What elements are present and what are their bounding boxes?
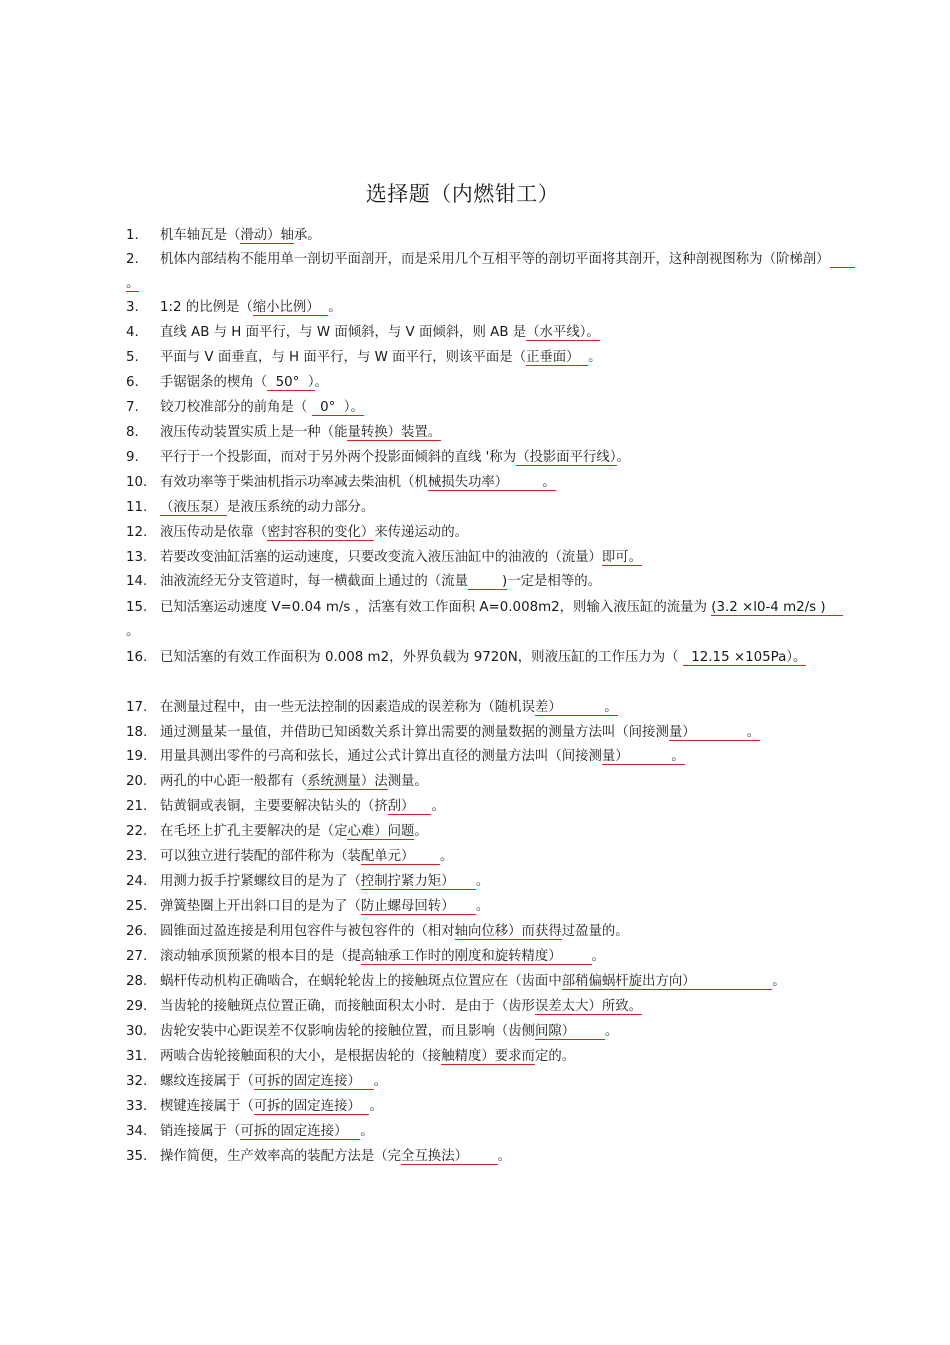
question-text: 在测量过程中，由一些无法控制的因素造成的误差称为（随机误 — [160, 700, 535, 715]
question-text-end: 。 — [588, 350, 602, 365]
answer-underline: 间隙） — [534, 1024, 605, 1039]
question-item — [126, 471, 841, 495]
question-number: 34. — [126, 1124, 148, 1139]
question-text: 用测力扳手拧紧螺纹目的是为了（ — [160, 874, 361, 889]
question-text-end: 。 — [772, 974, 786, 989]
question-item — [126, 371, 841, 395]
question-item — [126, 248, 856, 296]
question-text-end: 。 — [475, 899, 490, 914]
question-text: 液压传动装置实质上是一种（能 — [160, 425, 348, 440]
question-text-end: 。 — [616, 450, 630, 465]
question-item — [126, 770, 841, 794]
question-number: 32. — [126, 1074, 148, 1089]
answer-underline: 部稍偏蜗杆旋出方向） — [561, 974, 773, 989]
question-text: 手锯锯条的楔角（ — [160, 375, 268, 390]
question-text: 圆锥面过盈连接是利用包容件与被包容件的（相对 — [160, 924, 455, 939]
question-number: 18. — [126, 725, 148, 740]
question-text: 1:2 的比例是（ — [160, 300, 253, 315]
answer-underline: 刮） — [387, 799, 432, 814]
question-text-end: 。 — [591, 949, 605, 964]
question-item — [126, 696, 841, 720]
answer-underline: 滑动）轴 — [240, 228, 294, 243]
answer-underline: 量） 。 — [601, 749, 685, 764]
answer-underline: 械损失功率） 。 — [427, 475, 556, 490]
question-number: 35. — [126, 1149, 148, 1164]
question-number: 10. — [126, 475, 148, 490]
question-text: 直线 AB 与 H 面平行，与 W 面倾斜，与 V 面倾斜，则 AB 是 — [160, 325, 527, 340]
question-item — [126, 421, 841, 445]
question-text: 通过测量某一量值，并借助已知函数关系计算出需要的测量数据的测量方法叫（间接测 — [160, 725, 669, 740]
question-item — [126, 795, 841, 819]
answer-underline: （液压泵） — [160, 500, 227, 515]
question-number: 6. — [126, 375, 139, 390]
answer-underline: 触精度）要求而 — [441, 1049, 535, 1064]
question-item — [126, 970, 841, 994]
question-number: 9. — [126, 450, 139, 465]
question-number: 8. — [126, 425, 139, 440]
answer-underline: 防止螺母回转） — [360, 899, 476, 914]
answer-underline: 缩小比例） — [252, 300, 329, 315]
question-item — [126, 596, 841, 644]
question-text: 两孔的中心距一般都有（ — [160, 774, 308, 789]
question-item — [126, 820, 841, 844]
question-item — [126, 1020, 841, 1044]
question-text-end: 定的。 — [534, 1049, 576, 1064]
question-item — [126, 721, 841, 745]
question-text: 销连接属于（ — [160, 1124, 241, 1139]
question-number: 30. — [126, 1024, 148, 1039]
question-text: 有效功率等于柴油机指示功率减去柴油机（机 — [160, 475, 428, 490]
question-text: 齿轮安装中心距误差不仅影响齿轮的接触位置，而且影响（齿侧 — [160, 1024, 535, 1039]
question-text: 机车轴瓦是（ — [160, 228, 241, 243]
question-number: 16. — [126, 650, 148, 665]
question-item — [126, 396, 841, 420]
question-text-end: 。 — [126, 624, 140, 639]
answer-underline: 高轴承工作时的刚度和旋转精度） — [360, 949, 592, 964]
answer-underline: 可拆的固定连接） — [253, 1099, 370, 1114]
question-text: 操作简便，生产效率高的装配方法是（完 — [160, 1149, 402, 1164]
question-number: 17. — [126, 700, 148, 715]
answer-underline: （投影面平行线） — [516, 450, 617, 465]
question-item — [126, 296, 841, 320]
question-text-end: 承。 — [293, 228, 321, 243]
question-text-end: 。 — [314, 375, 328, 390]
question-number: 24. — [126, 874, 148, 889]
question-text: 当齿轮的接触斑点位置正确，而接触面积太小时．是由于（齿形 — [160, 999, 535, 1014]
answer-underline: ) — [467, 574, 508, 589]
answer-underline: 系统测量）法 — [307, 774, 388, 789]
question-text-end: 。 — [328, 300, 342, 315]
question-number: 27. — [126, 949, 148, 964]
question-number: 28. — [126, 974, 148, 989]
question-item — [126, 945, 841, 969]
question-number: 3. — [126, 300, 139, 315]
answer-underline: 控制拧紧力矩） — [360, 874, 476, 889]
question-number: 29. — [126, 999, 148, 1014]
question-text: 已知活塞运动速度 V=0.04 m/s ，活塞有效工作面积 A=0.008m2，则输入液压缸的流量为 — [160, 600, 712, 615]
question-text: 在毛坯上扩孔主要解决的是（定 — [160, 824, 348, 839]
answer-underline: 12.15 ×105Pa）。 — [682, 650, 807, 665]
question-number: 23. — [126, 849, 148, 864]
question-text-end: 。 — [475, 874, 490, 889]
question-text-end: 过盈量的。 — [561, 924, 629, 939]
question-text: 油液流经无分支管道时，每一横截面上通过的（流量 — [160, 574, 468, 589]
question-number: 21. — [126, 799, 148, 814]
question-number: 20. — [126, 774, 148, 789]
question-number: 15. — [126, 600, 148, 615]
question-number: 14. — [126, 574, 148, 589]
answer-underline: 全互换法） — [401, 1149, 498, 1164]
question-text-end: 。 — [369, 1099, 383, 1114]
question-item — [126, 521, 841, 545]
question-text: 机体内部结构不能用单一剖切平面剖开，而是采用几个互相平等的剖切平面将其剖开，这种剖视图称为（阶梯剖） — [160, 252, 830, 267]
question-text-end: 。 — [497, 1149, 512, 1164]
answer-underline: 量） 。 — [668, 725, 761, 740]
question-item — [126, 346, 841, 370]
question-text: 弹簧垫圈上开出斜口目的是为了（ — [160, 899, 361, 914]
question-number: 12. — [126, 525, 148, 540]
question-text-end: 是液压系统的动力部分。 — [226, 500, 375, 515]
question-item — [126, 224, 841, 248]
question-number: 1. — [126, 228, 139, 243]
question-number: 5. — [126, 350, 139, 365]
question-text: 平行于一个投影面，而对于另外两个投影面倾斜的直线 '称为 — [160, 450, 517, 465]
answer-underline: （水平线）。 — [526, 325, 600, 340]
question-text-end: 。 — [360, 1124, 374, 1139]
question-number: 33. — [126, 1099, 148, 1114]
question-number: 11. — [126, 500, 148, 515]
answer-underline: 密封容积的变化） — [267, 525, 375, 540]
question-item — [126, 1045, 841, 1069]
answer-underline: 量转换）装置。 — [347, 425, 442, 440]
question-number: 31. — [126, 1049, 148, 1064]
question-text-end: 测量。 — [387, 774, 428, 789]
question-text: 楔键连接属于（ — [160, 1099, 254, 1114]
question-text-end: 。 — [439, 849, 454, 864]
question-item — [126, 870, 841, 894]
question-text: 用量具测出零件的弓高和弦长，通过公式计算出直径的测量方法叫（间接测 — [160, 749, 602, 764]
question-item — [126, 321, 841, 345]
question-text: 两啮合齿轮接触面积的大小，是根据齿轮的（接 — [160, 1049, 442, 1064]
question-item — [126, 845, 841, 869]
question-number: 13. — [126, 550, 148, 565]
question-text: 铰刀校准部分的前角是（ — [160, 400, 312, 415]
answer-underline: 配单元） — [360, 849, 440, 864]
question-number: 22. — [126, 824, 148, 839]
question-number: 26. — [126, 924, 148, 939]
answer-underline: 50° ） — [267, 375, 315, 390]
question-text-end: 。 — [414, 824, 428, 839]
question-text: 钻黄铜或表铜，主要要解决钻头的（挤 — [160, 799, 388, 814]
question-item — [126, 546, 841, 570]
question-text-end: 来传递运动的。 — [374, 525, 468, 540]
question-text-end: 。 — [604, 1024, 619, 1039]
question-number: 7. — [126, 400, 139, 415]
page-title: 选择题（内燃钳工） — [365, 182, 560, 206]
question-text: 平面与 V 面垂直，与 H 面平行，与 W 面平行，则该平面是（ — [160, 350, 526, 365]
question-item — [126, 646, 841, 670]
question-item — [126, 496, 841, 520]
question-text: 可以独立进行装配的部件称为（装 — [160, 849, 361, 864]
question-number: 4. — [126, 325, 139, 340]
answer-underline: 可拆的固定连接） — [240, 1124, 361, 1139]
question-text-end: 一定是相等的。 — [507, 574, 601, 589]
answer-underline: 差） 。 — [534, 700, 618, 715]
question-number: 2. — [126, 252, 139, 267]
question-text: 已知活塞的有效工作面积为 0.008 m2，外界负载为 9720N，则液压缸的工作压力为（ — [160, 650, 683, 665]
question-item — [126, 1070, 841, 1094]
question-item — [126, 1095, 841, 1119]
question-item — [126, 895, 841, 919]
question-item — [126, 1145, 841, 1169]
question-item — [126, 920, 841, 944]
answer-underline: (3.2 ×l0-4 m2/s ) — [711, 600, 843, 615]
question-item — [126, 745, 841, 769]
question-item — [126, 570, 841, 594]
answer-underline: 正垂面） — [526, 350, 589, 365]
question-text: 螺纹连接属于（ — [160, 1074, 254, 1089]
answer-underline: 。 — [126, 252, 856, 291]
question-text: 液压传动是依靠（ — [160, 525, 268, 540]
question-text: 蜗杆传动机构正确啮合，在蜗轮轮齿上的接触斑点位置应在（齿面中 — [160, 974, 562, 989]
question-text: 滚动轴承顶预紧的根本目的是（提 — [160, 949, 361, 964]
question-item — [126, 1120, 841, 1144]
question-number: 19. — [126, 749, 148, 764]
answer-underline: 误差太大）所致。 — [534, 999, 643, 1014]
answer-underline: 0° ）。 — [311, 400, 364, 415]
answer-underline: 心难）问题 — [347, 824, 415, 839]
question-text-end: 。 — [373, 1074, 388, 1089]
question-item — [126, 995, 841, 1019]
answer-underline: 可拆的固定连接） — [253, 1074, 374, 1089]
question-text: 若要改变油缸活塞的运动速度，只要改变流入液压油缸中的油液的（流量） — [160, 550, 602, 565]
question-text-end: 。 — [431, 799, 445, 814]
answer-underline: 轴向位移）而获得 — [454, 924, 562, 939]
question-number: 25. — [126, 899, 148, 914]
question-item — [126, 446, 841, 470]
answer-underline: 即可。 — [601, 550, 643, 565]
